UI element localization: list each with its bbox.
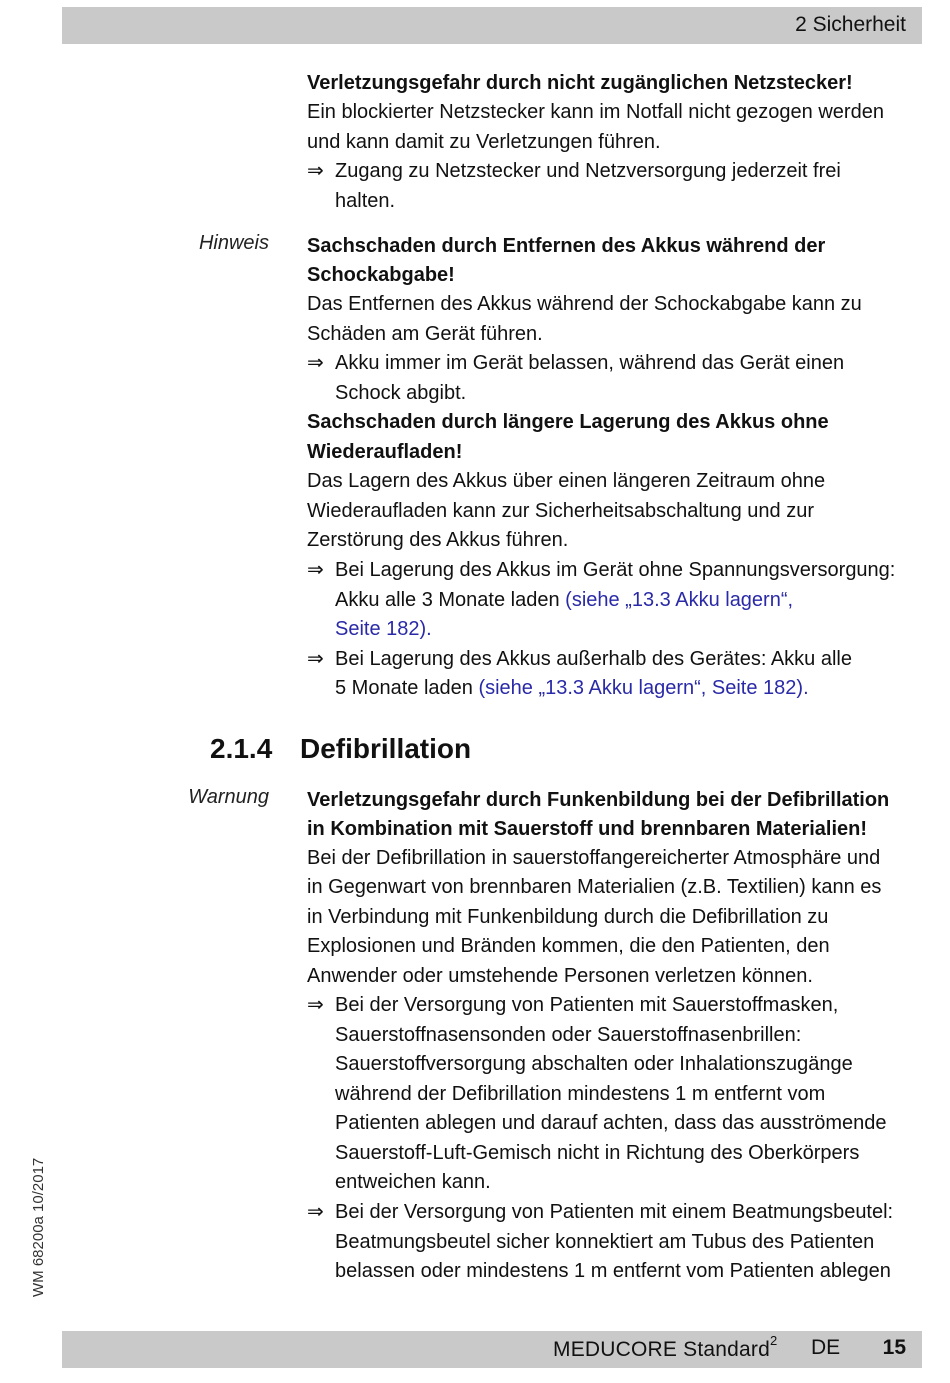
- arrow-icon: ⇒: [307, 352, 324, 374]
- warning-heading: in Kombination mit Sauerstoff und brennbaren Materialien!: [307, 818, 868, 840]
- product-name-text: MEDUCORE Standard: [553, 1338, 770, 1361]
- language-code: DE: [811, 1336, 841, 1359]
- instruction-text: Patienten ablegen und darauf achten, dass das ausströmende: [335, 1112, 887, 1134]
- arrow-icon: ⇒: [307, 559, 324, 581]
- instruction-text: Schock abgibt.: [335, 382, 467, 404]
- note-text: Das Entfernen des Akkus während der Schockabgabe kann zu: [307, 293, 862, 315]
- instruction-line: [335, 586, 793, 615]
- warning-text: in Gegenwart von brennbaren Materialien (z.B. Textilien) kann es: [307, 876, 882, 898]
- arrow-icon: ⇒: [307, 160, 324, 182]
- instruction-text: entweichen kann.: [335, 1171, 491, 1193]
- document-id-label: WM 68200a 10/2017: [30, 1157, 47, 1297]
- warning-text: in Verbindung mit Funkenbildung durch die Defibrillation zu: [307, 906, 829, 928]
- note-text: Das Lagern des Akkus über einen längeren Zeitraum ohne: [307, 470, 826, 492]
- warning-heading: Verletzungsgefahr durch Funkenbildung bei der Defibrillation: [307, 789, 890, 811]
- section-title: Defibrillation: [300, 733, 472, 764]
- note-text: Zerstörung des Akkus führen.: [307, 529, 569, 551]
- cross-reference-link[interactable]: (siehe „13.3 Akku lagern“, Seite 182).: [478, 677, 809, 699]
- warning-heading: Verletzungsgefahr durch nicht zugänglichen Netzstecker!: [307, 72, 853, 94]
- instruction-text: Akku immer im Gerät belassen, während das Gerät einen: [335, 352, 845, 374]
- instruction-text: Bei der Versorgung von Patienten mit einem Beatmungsbeutel:: [335, 1201, 894, 1223]
- note-heading: Wiederaufladen!: [307, 441, 463, 463]
- instruction-text: Zugang zu Netzstecker und Netzversorgung jederzeit frei: [335, 160, 841, 182]
- instruction-text: 5 Monate laden: [335, 677, 479, 699]
- instruction-text: Sauerstoffnasensonden oder Sauerstoffnasenbrillen:: [335, 1024, 802, 1046]
- instruction-text: belassen oder mindestens 1 m entfernt vom Patienten ablegen: [335, 1260, 891, 1282]
- instruction-text: Bei Lagerung des Akkus im Gerät ohne Spannungsversorgung:: [335, 559, 896, 581]
- note-text: Wiederaufladen kann zur Sicherheitsabschaltung und zur: [307, 500, 814, 522]
- note-label: Hinweis: [198, 232, 269, 254]
- page-number: 15: [882, 1336, 906, 1359]
- note-heading: Sachschaden durch längere Lagerung des Akkus ohne: [307, 411, 829, 433]
- instruction-text: halten.: [335, 190, 396, 212]
- arrow-icon: ⇒: [307, 994, 324, 1016]
- arrow-icon: ⇒: [307, 648, 324, 670]
- instruction-line: [335, 674, 809, 703]
- warning-text: Bei der Defibrillation in sauerstoffangereicherter Atmosphäre und: [307, 847, 881, 869]
- cross-reference-link[interactable]: Seite 182).: [335, 618, 432, 640]
- warning-label: Warnung: [188, 786, 269, 808]
- cross-reference-link[interactable]: (siehe „13.3 Akku lagern“,: [565, 589, 794, 611]
- warning-text: Ein blockierter Netzstecker kann im Notfall nicht gezogen werden: [307, 101, 884, 123]
- warning-text: Explosionen und Bränden kommen, die den Patienten, den: [307, 935, 830, 957]
- page-footer: [62, 1331, 922, 1368]
- note-heading: Sachschaden durch Entfernen des Akkus während der: [307, 235, 826, 257]
- instruction-text: Sauerstoffversorgung abschalten oder Inhalationszugänge: [335, 1053, 853, 1075]
- instruction-text: Bei der Versorgung von Patienten mit Sauerstoffmasken,: [335, 994, 839, 1016]
- section-number: 2.1.4: [210, 733, 273, 764]
- product-name: [553, 1333, 778, 1362]
- note-heading: Schockabgabe!: [307, 264, 455, 286]
- instruction-text: Sauerstoff-Luft-Gemisch nicht in Richtung des Oberkörpers: [335, 1142, 860, 1164]
- arrow-icon: ⇒: [307, 1201, 324, 1223]
- warning-text: und kann damit zu Verletzungen führen.: [307, 131, 661, 153]
- note-text: Schäden am Gerät führen.: [307, 323, 543, 345]
- warning-text: Anwender oder umstehende Personen verletzen können.: [307, 965, 813, 987]
- instruction-text: Akku alle 3 Monate laden: [335, 589, 566, 611]
- instruction-text: Beatmungsbeutel sicher konnektiert am Tubus des Patienten: [335, 1231, 875, 1253]
- product-superscript: 2: [769, 1333, 778, 1348]
- instruction-text: Bei Lagerung des Akkus außerhalb des Gerätes: Akku alle: [335, 648, 852, 670]
- chapter-title: 2 Sicherheit: [795, 13, 906, 36]
- page-header: [62, 7, 922, 44]
- instruction-text: während der Defibrillation mindestens 1 m entfernt vom: [335, 1083, 826, 1105]
